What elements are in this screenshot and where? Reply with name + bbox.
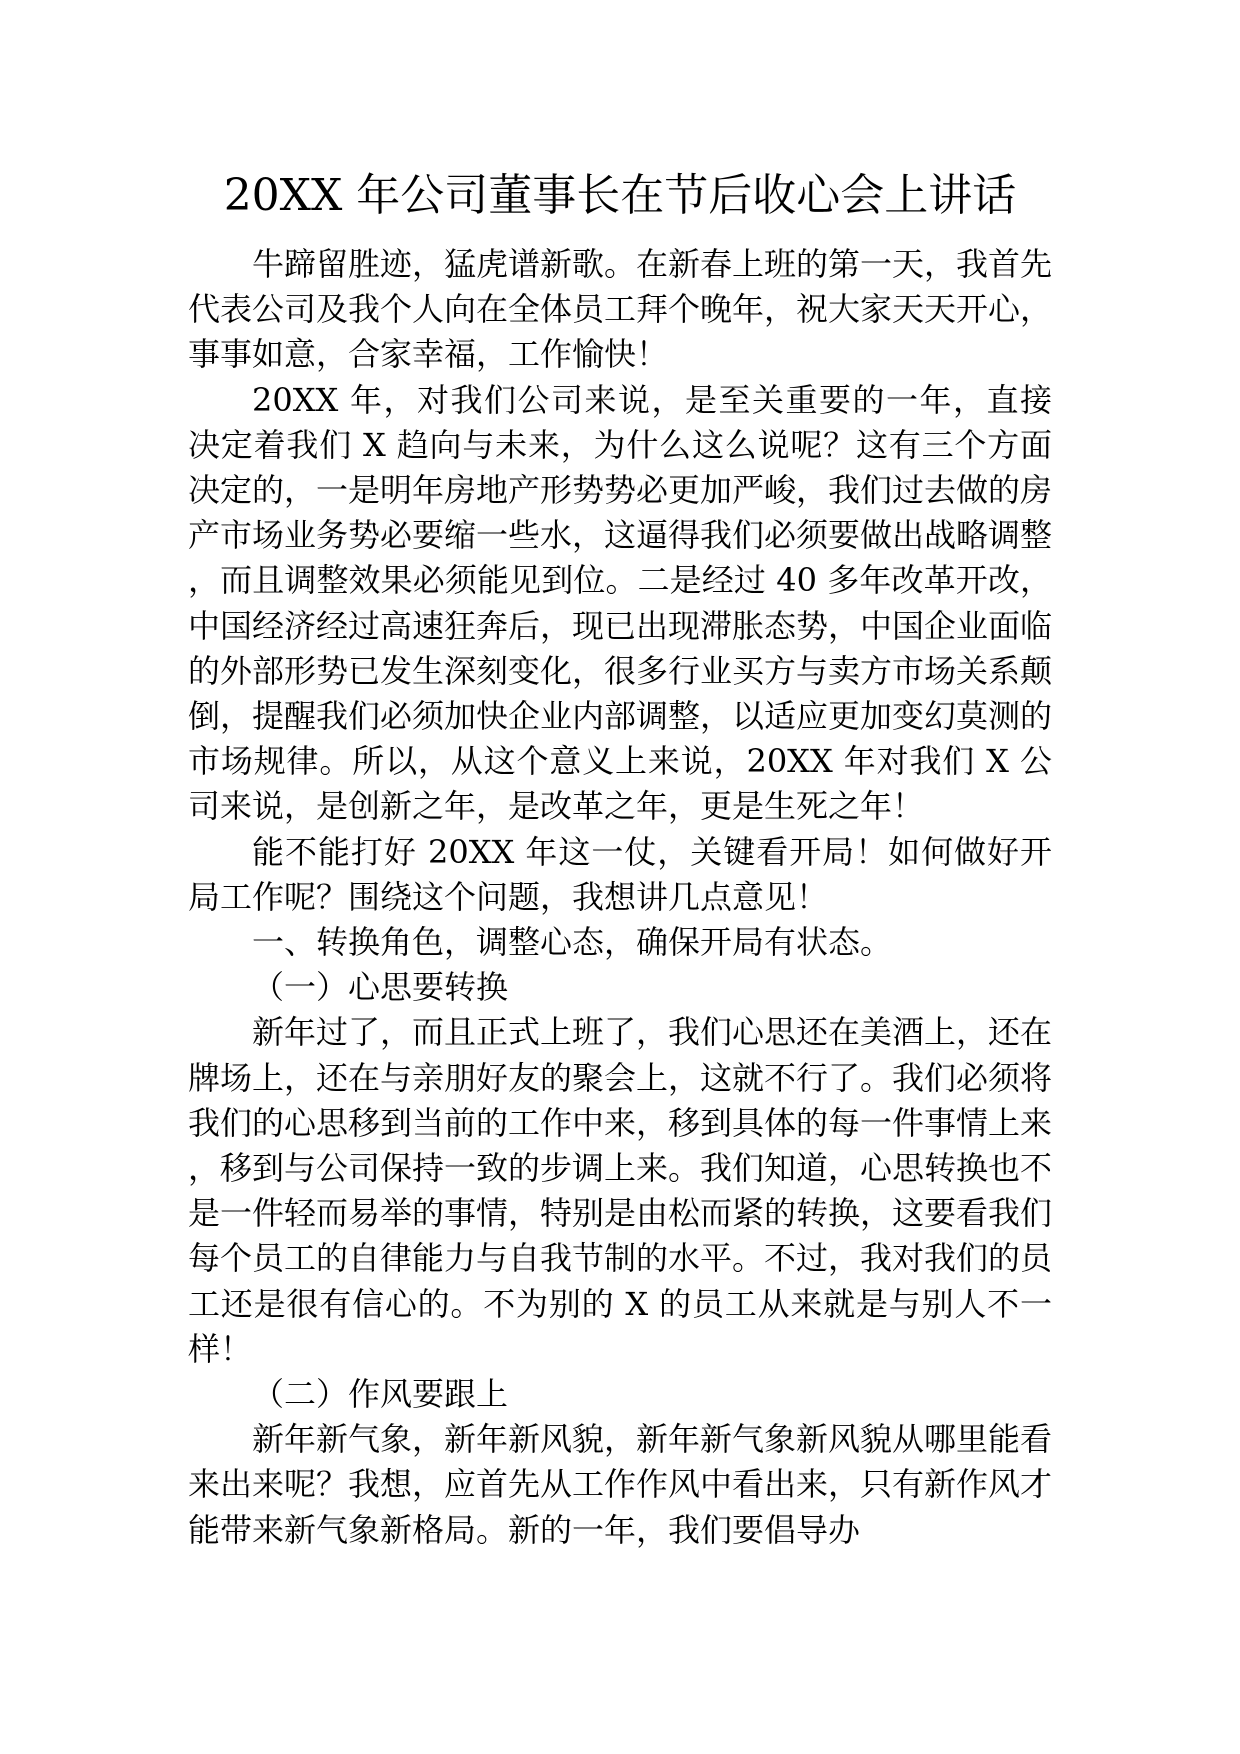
subsection-heading-1: （一）心思要转换 bbox=[252, 968, 509, 1007]
paragraph-importance-of-year: 20XX 年，对我们公司来说，是至关重要的一年，直接决定着我们 X 趋向与未来，为什么这么说呢？这有三个方面决定的，一是明年房地产形势势必更加严峻，我们过去做的房产市场业务势必要缩一些水，这逼得我们必须要做出战略调整，而且调整效果必须能见到位。二是经过 40 多年改革开改，中国经济经过高速狂奔后，现已出现滞胀态势，中国企业面临的外部形势已发生深刻变化，很多行业买方与卖方市场关系颠倒，提醒我们必须加快企业内部调整，以适应更加变幻莫测的市场规律。所以，从这个意义上来说，20XX 年对我们 X 公司来说，是创新之年，是改革之年，更是生死之年！ bbox=[188, 380, 1053, 826]
document-title: 20XX 年公司董事长在节后收心会上讲话 bbox=[223, 170, 1017, 221]
subsection-heading-2: （二）作风要跟上 bbox=[252, 1375, 509, 1414]
paragraph-work-style: 新年新气象，新年新风貌，新年新气象新风貌从哪里能看来出来呢？我想，应首先从工作作风中看出来，只有新作风才能带来新气象新格局。新的一年，我们要倡导办 bbox=[188, 1420, 1053, 1549]
document-body bbox=[188, 242, 1052, 1553]
paragraph-opening-question: 能不能打好 20XX 年这一仗，关键看开局！如何做好开局工作呢？围绕这个问题，我想讲几点意见！ bbox=[188, 832, 1052, 916]
paragraph-mindset-change: 新年过了，而且正式上班了，我们心思还在美酒上，还在牌场上，还在与亲朋好友的聚会上，这就不行了。我们必须将我们的心思移到当前的工作中来，移到具体的每一件事情上来，移到与公司保持一致的步调上来。我们知道，心思转换也不是一件轻而易举的事情，特别是由松而紧的转换，这要看我们每个员工的自律能力与自我节制的水平。不过，我对我们的员工还是很有信心的。不为别的 X 的员工从来就是与别人不一样！ bbox=[188, 1013, 1053, 1368]
section-heading-1: 一、转换角色，调整心态，确保开局有状态。 bbox=[252, 923, 893, 962]
paragraph-greeting: 牛蹄留胜迹，猛虎谱新歌。在新春上班的第一天，我首先代表公司及我个人向在全体员工拜个晚年，祝大家天天开心，事事如意，合家幸福，工作愉快！ bbox=[188, 245, 1053, 374]
